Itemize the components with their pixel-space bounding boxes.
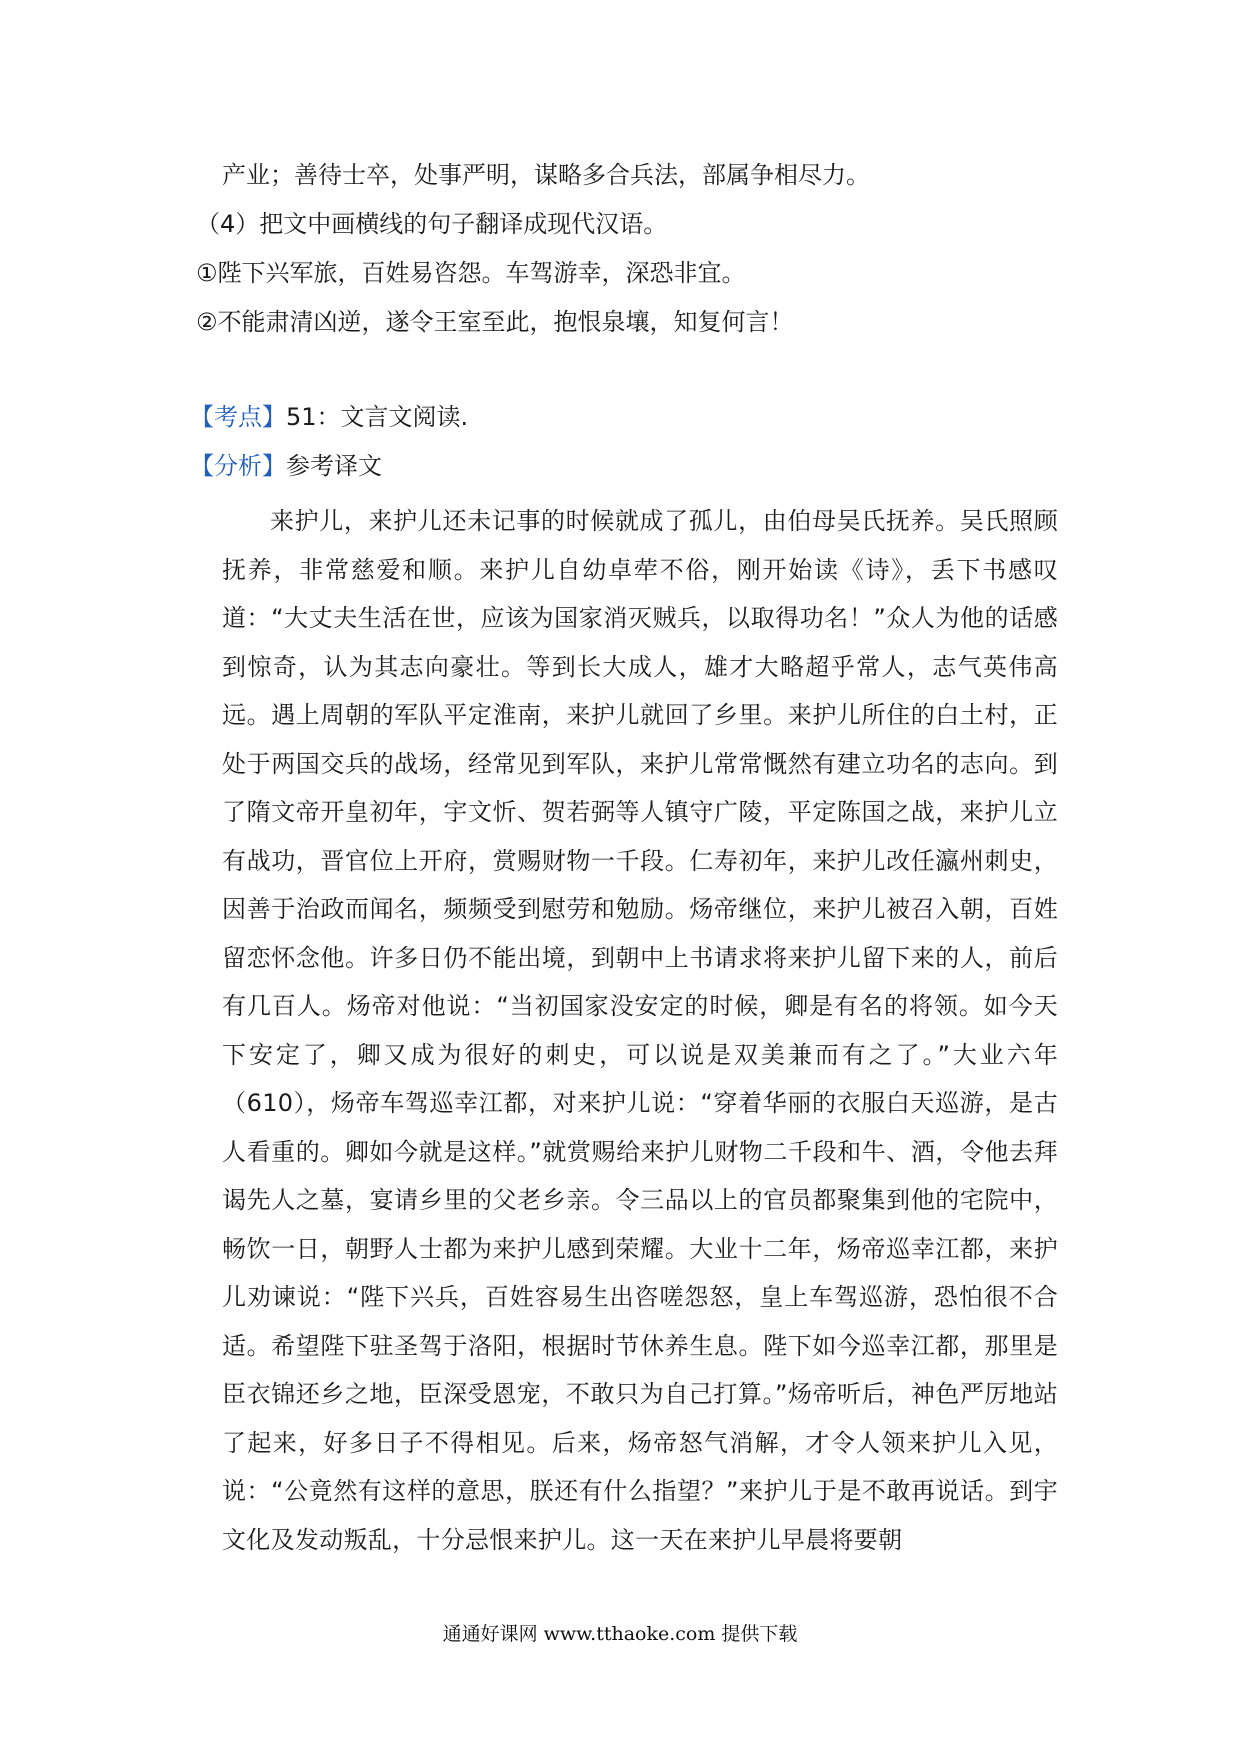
fenxi-label: 【分析】 bbox=[190, 452, 286, 480]
question-4-prompt: （4）把文中画横线的句子翻译成现代汉语。 bbox=[196, 210, 668, 238]
fenxi-section bbox=[190, 451, 382, 481]
question-4-item-2: ②不能肃清凶逆，遂令王室至此，抱恨泉壤，知复何言！ bbox=[196, 308, 794, 336]
question-4-item-1: ①陛下兴军旅，百姓易咨怨。车驾游幸，深恐非宜。 bbox=[196, 259, 746, 287]
kaodian-label: 【考点】 bbox=[190, 403, 286, 431]
reference-translation bbox=[222, 497, 1058, 1564]
translation-paragraph: 来护儿，来护儿还未记事的时候就成了孤儿，由伯母吴氏抚养。吴氏照顾抚养，非常慈爱和顺。来护儿自幼卓荦不俗，刚开始读《诗》，丢下书感叹道：“大丈夫生活在世，应该为国家消灭贼兵，以取得功名！”众人为他的话感到惊奇，认为其志向豪壮。等到长大成人，雄才大略超乎常人，志气英伟高远。遇上周朝的军队平定淮南，来护儿就回了乡里。来护儿所住的白土村，正处于两国交兵的战场，经常见到军队，来护儿常常慨然有建立功名的志向。到了隋文帝开皇初年，宇文忻、贺若弼等人镇守广陵，平定陈国之战，来护儿立有战功，晋官位上开府，赏赐财物一千段。仁寿初年，来护儿改任瀛州刺史，因善于治政而闻名，频频受到慰劳和勉励。炀帝继位，来护儿被召入朝，百姓留恋怀念他。许多日仍不能出境，到朝中上书请求将来护儿留下来的人，前后有几百人。炀帝对他说：“当初国家没安定的时候，卿是有名的将领。如今天下安定了，卿又成为很好的刺史，可以说是双美兼而有之了。”大业六年（610），炀帝车驾巡幸江都，对来护儿说：“穿着华丽的衣服白天巡游，是古人看重的。卿如今就是这样。”就赏赐给来护儿财物二千段和牛、酒，令他去拜谒先人之墓，宴请乡里的父老乡亲。令三品以上的官员都聚集到他的宅院中，畅饮一日，朝野人士都为来护儿感到荣耀。大业十二年，炀帝巡幸江都，来护儿劝谏说：“陛下兴兵，百姓容易生出咨嗟怨怒，皇上车驾巡游，恐怕很不合适。希望陛下驻圣驾于洛阳，根据时节休养生息。陛下如今巡幸江都，那里是臣衣锦还乡之地，臣深受恩宠，不敢只为自己打算。”炀帝听后，神色严厉地站了起来，好多日子不得相见。后来，炀帝怒气消解，才令人领来护儿入见，说：“公竟然有这样的意思，朕还有什么指望？”来护儿于是不敢再说话。到宇文化及发动叛乱，十分忌恨来护儿。这一天在来护儿早晨将要朝 bbox=[222, 507, 1058, 1554]
kaodian-text: 51：文言文阅读. bbox=[286, 403, 469, 431]
kaodian-section bbox=[190, 402, 468, 432]
fenxi-text: 参考译文 bbox=[286, 452, 382, 480]
prior-answer-continuation: 产业；善待士卒，处事严明，谋略多合兵法，部属争相尽力。 bbox=[222, 161, 870, 189]
page-footer: 通通好课网 www.tthaoke.com 提供下载 bbox=[442, 1623, 798, 1645]
